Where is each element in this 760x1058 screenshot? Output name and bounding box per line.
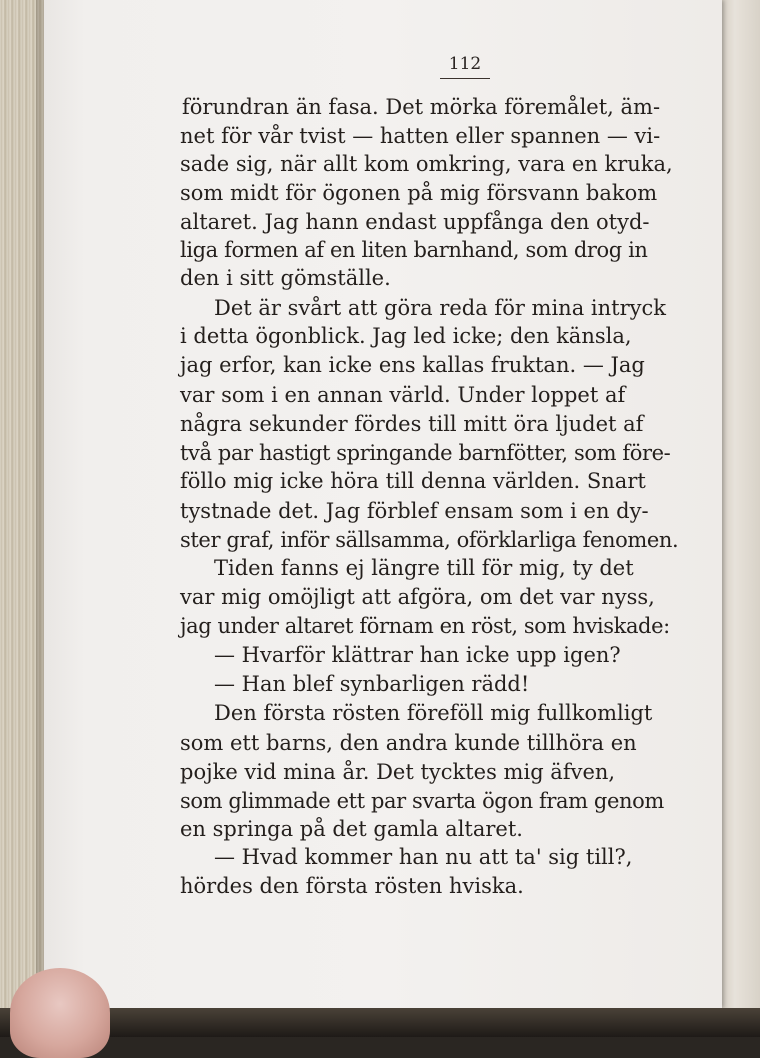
text-line: jag erfor, kan icke ens kallas fruktan. — Jag: [180, 353, 645, 377]
text-line: pojke vid mina år. Det tycktes mig äfven,: [180, 760, 616, 784]
text-line: föllo mig icke höra till denna världen. Snart: [180, 469, 646, 493]
text-line: liga formen af en liten barnhand, som drog in: [180, 238, 648, 262]
text-line: några sekunder fördes till mitt öra ljudet af: [180, 412, 644, 436]
text-line: hördes den första rösten hviska.: [180, 874, 524, 898]
text-line: tystnade det. Jag förblef ensam som i en dy-: [180, 499, 649, 523]
text-line: den i sitt gömställe.: [180, 266, 391, 290]
text-line: sade sig, när allt kom omkring, vara en kruka,: [180, 152, 673, 176]
page-number: 112: [448, 54, 482, 74]
text-line: — Hvarför klättrar han icke upp igen?: [214, 643, 621, 667]
text-line: jag under altaret förnam en röst, som hviskade:: [180, 614, 670, 638]
book-page: [44, 0, 722, 1008]
text-line: ster graf, inför sällsamma, oförklarliga fenomen.: [180, 528, 679, 552]
text-line: net för vår tvist — hatten eller spannen — vi-: [180, 124, 661, 148]
text-line: Den första rösten föreföll mig fullkomligt: [214, 701, 653, 725]
text-line: som midt för ögonen på mig försvann bakom: [180, 181, 658, 205]
text-line: Det är svårt att göra reda för mina intryck: [214, 296, 666, 320]
right-page-edge: [718, 0, 760, 1012]
text-line: Tiden fanns ej längre till för mig, ty det: [214, 556, 634, 580]
holding-thumb: [10, 968, 110, 1058]
text-line: som glimmade ett par svarta ögon fram genom: [180, 789, 664, 813]
text-line: som ett barns, den andra kunde tillhöra en: [180, 731, 637, 755]
book-bottom-edge: [0, 1008, 760, 1037]
text-line: altaret. Jag hann endast uppfånga den otyd-: [180, 210, 650, 234]
page-number-rule: [440, 78, 490, 79]
text-line: en springa på det gamla altaret.: [180, 817, 523, 841]
text-line: — Hvad kommer han nu att ta' sig till?,: [214, 845, 633, 869]
text-line: i detta ögonblick. Jag led icke; den känsla,: [180, 324, 632, 348]
text-line: två par hastigt springande barnfötter, som före-: [180, 441, 671, 465]
text-line: — Han blef synbarligen rädd!: [214, 672, 530, 696]
text-line: förundran än fasa. Det mörka föremålet, äm-: [182, 95, 661, 119]
text-line: var som i en annan värld. Under loppet af: [180, 383, 626, 407]
text-line: var mig omöjligt att afgöra, om det var nyss,: [180, 585, 655, 609]
